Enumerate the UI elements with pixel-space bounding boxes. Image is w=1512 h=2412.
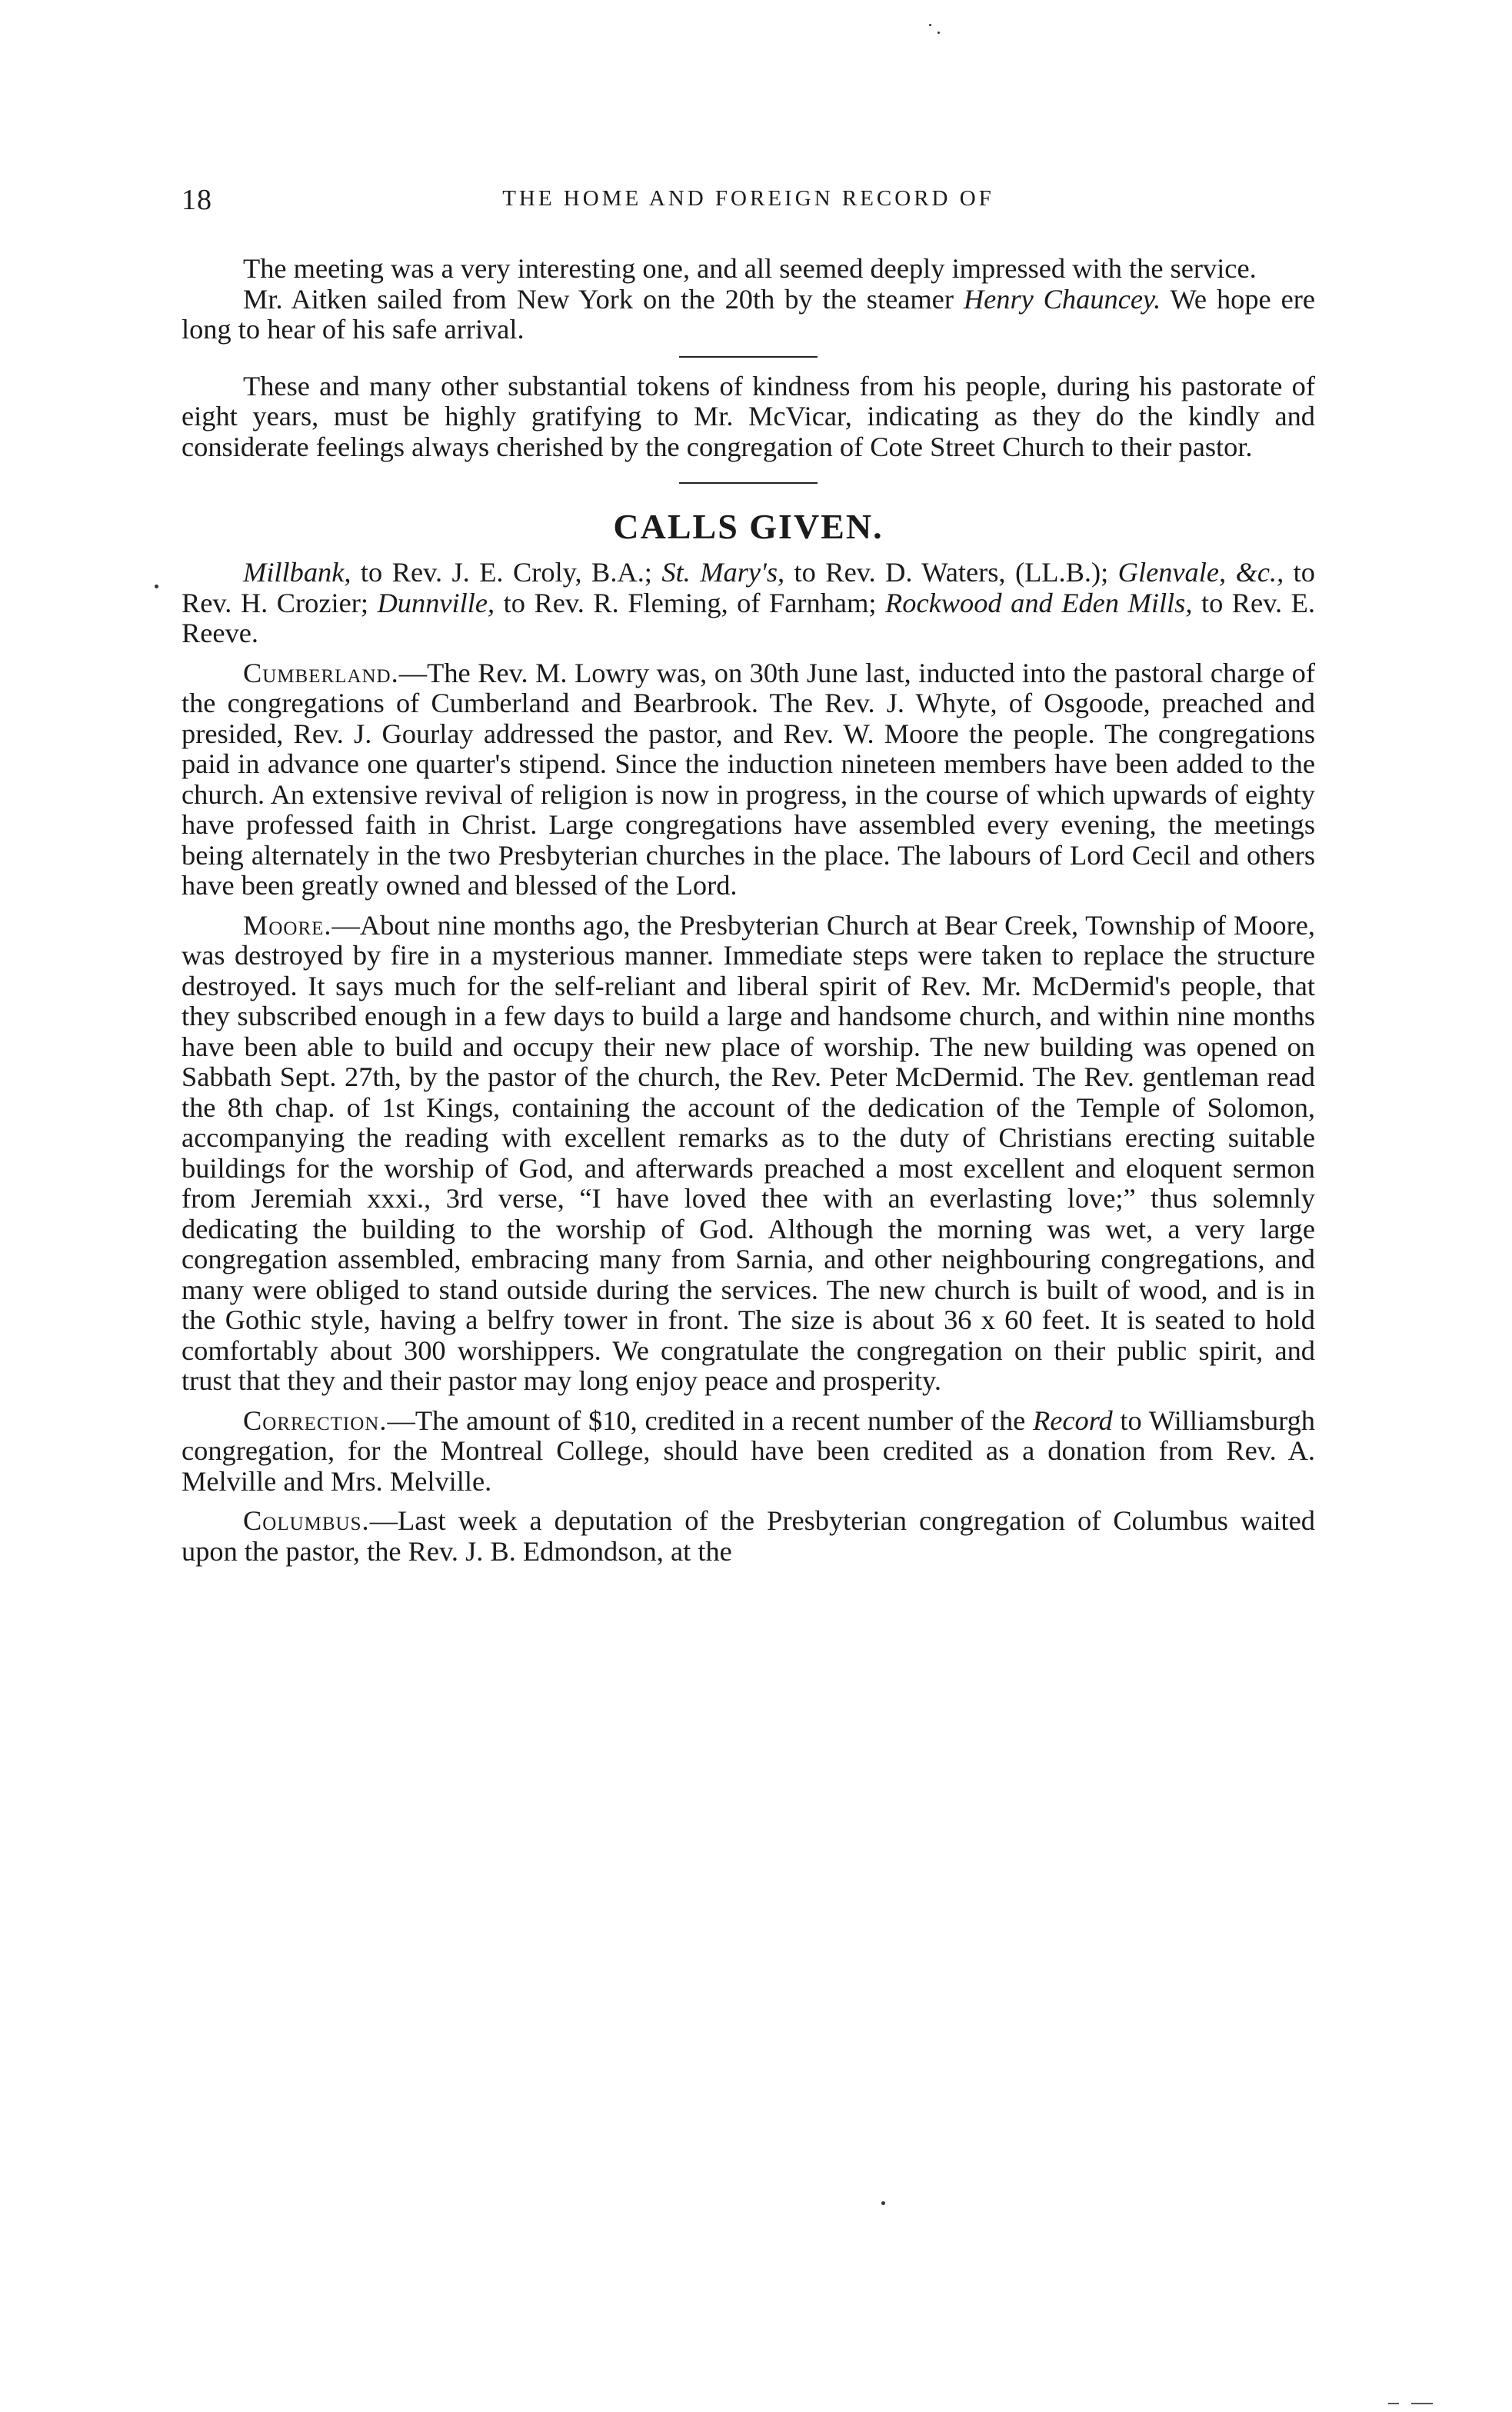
place-name: Glenvale, &c., (1117, 557, 1284, 588)
paragraph-lead: Correction. (243, 1404, 388, 1436)
publication-name: Record (1032, 1404, 1113, 1436)
paragraph-calls (182, 558, 1315, 649)
section-divider (679, 356, 818, 358)
paragraph-lead: Cumberland. (243, 657, 399, 688)
paragraph-meeting (182, 254, 1315, 285)
paragraph-text: —The amount of $10, credited in a recent number of the (387, 1404, 1033, 1436)
place-name: Millbank, (243, 557, 351, 588)
steamer-name: Henry Chauncey. (963, 283, 1161, 315)
paragraph-cumberland (182, 658, 1315, 901)
section-divider (679, 482, 818, 484)
paragraph-lead: Columbus. (243, 1505, 370, 1536)
place-name: Dunnville, (377, 587, 495, 618)
paragraph-tokens (182, 371, 1315, 463)
paragraph-columbus (182, 1506, 1315, 1567)
paragraph-text: —About nine months ago, the Presbyterian Church at Bear Creek, Township of Moore, was destroyed by fire in a mysterious manner. Immediate steps were taken to replace the structure destroyed. It says much for the self-reliant and liberal spirit of Rev. Mr. McDermid's people, that they subscribed enough in a few days to build a large and handsome church, and within nine months have been able to build and occupy their new place of worship. The new building was opened on Sabbath Sept. 27th, by the pastor of the church, the Rev. Peter McDermid. The Rev. gentleman read the 8th chap. of 1st Kings, containing the account of the dedication of the Temple of Solomon, accompanying the reading with excellent remarks as to the duty of Christians erecting suitable buildings for the worship of God, and afterwards preached a most excellent and eloquent sermon from Jeremiah xxxi., 3rd verse, “I have loved thee with an everlasting love;” thus solemnly dedicating the building to the worship of God. Although the morning was wet, a very large congregation assembled, embracing many from Sarnia, and other neighbouring congregations, and many were obliged to stand outside during the services. The new church is built of wood, and is in the Gothic style, having a belfry tower in front. The size is about 36 x 60 feet. It is seated to hold comfortably about 300 worshippers. We congratulate the congregation on their public spirit, and trust that they and their pastor may long enjoy peace and prosperity. (182, 909, 1315, 1396)
section-heading: CALLS GIVEN. (613, 507, 884, 546)
paragraph-text: to Rev. H. Crozier; (182, 557, 1315, 618)
paragraph-text: The meeting was a very interesting one, and all seemed deeply impressed with the service. (243, 253, 1257, 284)
paragraph-aitken (182, 285, 1315, 345)
paragraph-text: to Williamsburgh congregation, for the Montreal College, should have been credited as a donation from Rev. A. Melville and Mrs. Melville. (182, 1404, 1315, 1497)
print-speck (938, 32, 940, 34)
print-speck (1411, 2403, 1433, 2404)
paragraph-text: —The Rev. M. Lowry was, on 30th June last, inducted into the pastoral charge of the congregations of Cumberland and Bearbrook. The Rev. J. Whyte, of Osgoode, preached and presided, Rev. J. Gourlay addressed the pastor, and Rev. W. Moore the people. The congregations paid in advance one quarter's stipend. Since the induction nineteen members have been added to the church. An extensive revival of religion is now in progress, in the course of which upwards of eighty have professed faith in Christ. Large congregations have assembled every evening, the meetings being alternately in the two Presbyterian churches in the place. The labours of Lord Cecil and others have been greatly owned and blessed of the Lord. (182, 657, 1315, 901)
paragraph-text: to Rev. R. Fleming, of Farnham; (495, 587, 886, 618)
paragraph-lead: Moore. (243, 909, 332, 941)
print-speck (1388, 2403, 1399, 2404)
paragraph-text: Mr. Aitken sailed from New York on the 20th by the steamer (243, 283, 964, 315)
print-speck (155, 585, 158, 588)
paragraph-text: These and many other substantial tokens of kindness from his people, during his pastorate of eight years, must be highly gratifying to Mr. McVicar, indicating as they do the kindly and considerate feelings always cherished by the congregation of Cote Street Church to their pastor. (182, 370, 1315, 462)
paragraph-text: to Rev. E. Reeve. (182, 587, 1315, 648)
paragraph-text: —Last week a deputation of the Presbyterian congregation of Columbus waited upon the pastor, the Rev. J. B. Edmondson, at the (182, 1505, 1315, 1567)
running-head: THE HOME AND FOREIGN RECORD OF (502, 186, 994, 211)
print-speck (881, 2201, 885, 2205)
paragraph-text: to Rev. D. Waters, (LL.B.); (784, 557, 1118, 588)
page-header (182, 183, 1315, 222)
paragraph-moore (182, 911, 1315, 1397)
place-name: St. Mary's, (661, 557, 785, 588)
page-number: 18 (182, 184, 212, 216)
paragraph-text: We hope ere long to hear of his safe arrival. (182, 283, 1315, 345)
paragraph-text: to Rev. J. E. Croly, B.A.; (351, 557, 662, 588)
text-column (182, 254, 1315, 1567)
paragraph-correction (182, 1406, 1315, 1498)
place-name: Rockwood and Eden Mills, (885, 587, 1193, 618)
print-speck (929, 24, 931, 26)
